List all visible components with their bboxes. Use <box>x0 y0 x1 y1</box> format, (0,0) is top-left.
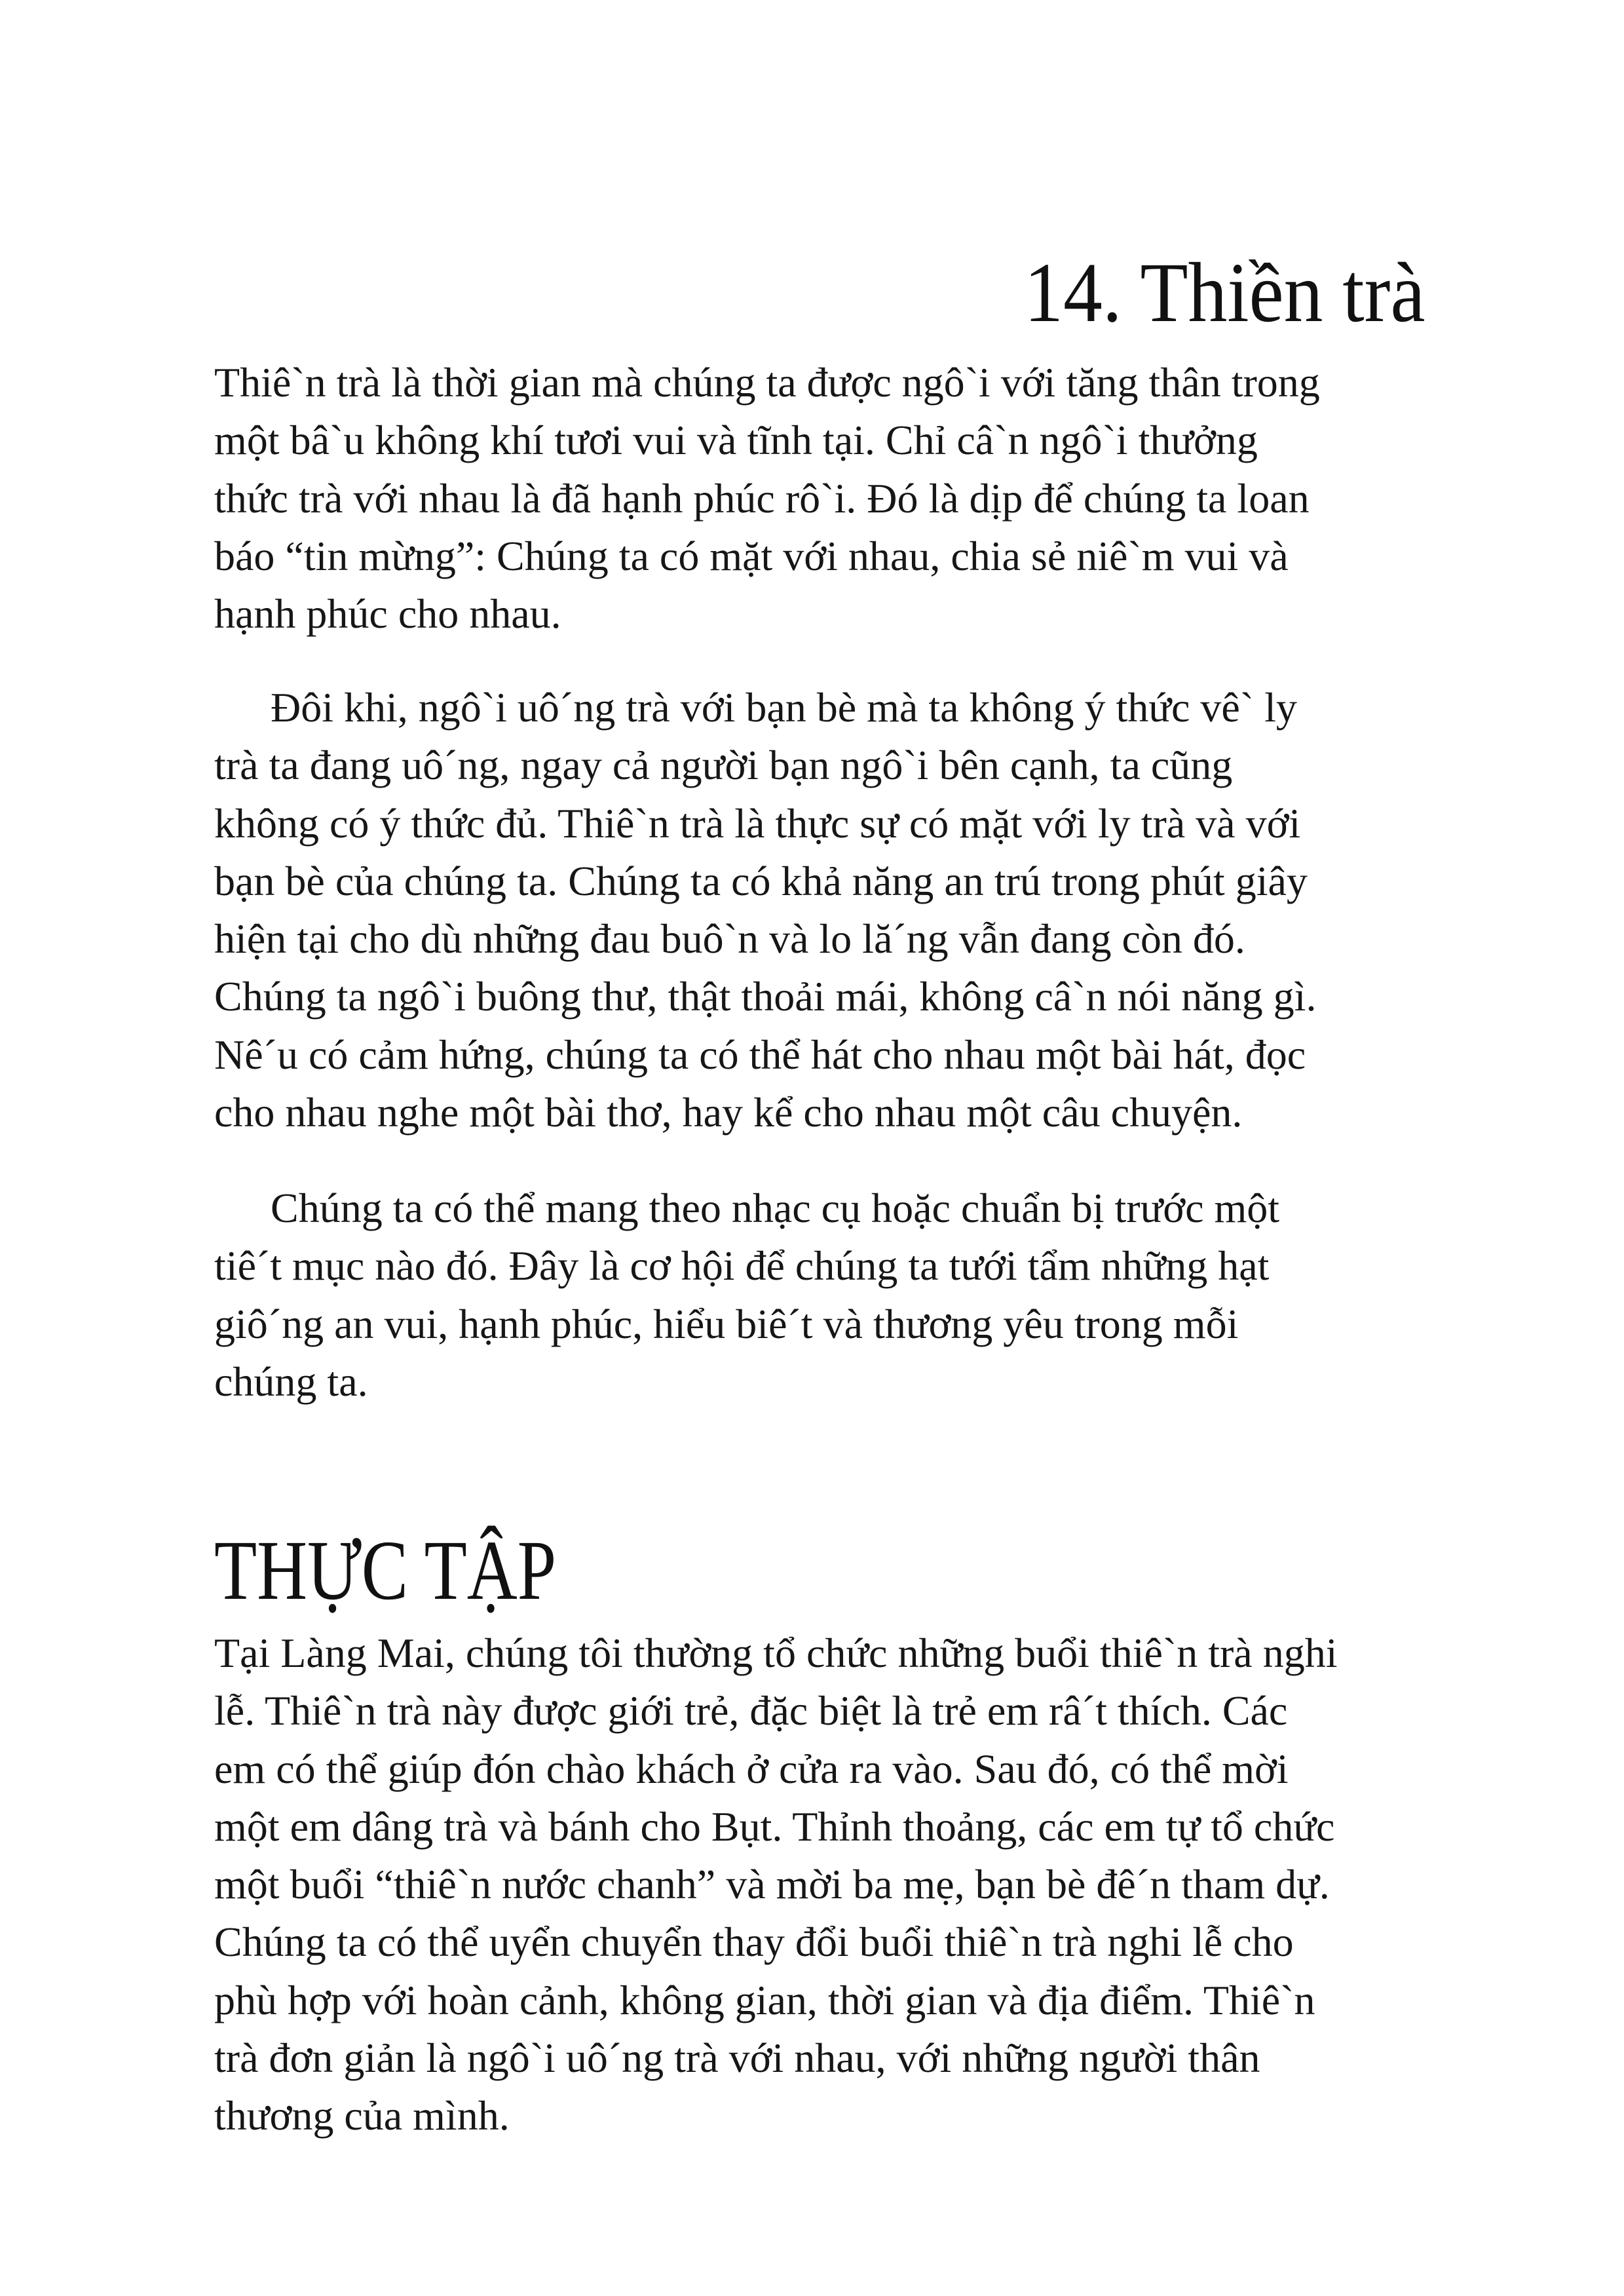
text-line: cho nhau nghe một bài thơ, hay kể cho nhau một câu chuyện. <box>214 1089 1243 1136</box>
text-line: trà đơn giản là ngô`i uô´ng trà với nhau, với những người thân <box>214 2035 1260 2082</box>
paragraph <box>214 354 1320 643</box>
text-line: chúng ta. <box>214 1358 368 1405</box>
text-line: bạn bè của chúng ta. Chúng ta có khả năng an trú trong phút giây <box>214 857 1308 904</box>
text-line: phù hợp với hoàn cảnh, không gian, thời gian và địa điểm. Thiê`n <box>214 1976 1315 2023</box>
text-line: Tại Làng Mai, chúng tôi thường tổ chức những buổi thiê`n trà nghi <box>214 1630 1338 1676</box>
text-line: tiê´t mục nào đó. Đây là cơ hội để chúng ta tưới tẩm những hạt <box>214 1242 1270 1290</box>
text-line: em có thể giúp đón chào khách ở cửa ra vào. Sau đó, có thể mời <box>214 1745 1289 1792</box>
text-line: giô´ng an vui, hạnh phúc, hiểu biê´t và thương yêu trong mỗi <box>214 1300 1239 1347</box>
chapter-title: 14. Thiền trà <box>1023 246 1425 340</box>
section-heading: THỰC TẬP <box>214 1523 557 1618</box>
text-line: Thiê`n trà là thời gian mà chúng ta được ngô`i với tăng thân trong <box>214 359 1320 406</box>
text-line: một bâ`u không khí tươi vui và tĩnh tại. Chỉ câ`n ngô`i thưởng <box>214 417 1258 464</box>
text-line: Chúng ta ngô`i buông thư, thật thoải mái, không câ`n nói năng gì. <box>214 973 1317 1020</box>
text-line: trà ta đang uô´ng, ngay cả người bạn ngô`i bên cạnh, ta cũng <box>214 742 1233 789</box>
paragraph <box>214 1179 1279 1411</box>
text-line: không có ý thức đủ. Thiê`n trà là thực sự có mặt với ly trà và với <box>214 799 1301 847</box>
text-line: lễ. Thiê`n trà này được giới trẻ, đặc biệt là trẻ em râ´t thích. Các <box>214 1687 1288 1734</box>
text-line: hiện tại cho dù những đau buô`n và lo lă´ng vẫn đang còn đó. <box>214 915 1245 963</box>
paragraph <box>214 679 1316 1141</box>
text-line: Nê´u có cảm hứng, chúng ta có thể hát cho nhau một bài hát, đọc <box>214 1031 1306 1078</box>
text-line: Đôi khi, ngô`i uô´ng trà với bạn bè mà ta không ý thức vê` ly <box>271 684 1297 731</box>
text-line: báo “tin mừng”: Chúng ta có mặt với nhau, chia sẻ niê`m vui và <box>214 532 1289 579</box>
text-line: một buổi “thiê`n nước chanh” và mời ba mẹ, bạn bè đê´n tham dự. <box>214 1861 1330 1908</box>
text-line: hạnh phúc cho nhau. <box>214 590 561 638</box>
text-line: một em dâng trà và bánh cho Bụt. Thỉnh thoảng, các em tự tổ chức <box>214 1803 1335 1850</box>
text-line: thương của mình. <box>214 2092 510 2139</box>
text-line: Chúng ta có thể uyển chuyển thay đổi buổi thiê`n trà nghi lễ cho <box>214 1919 1294 1966</box>
text-line: thức trà với nhau là đã hạnh phúc rô`i. Đó là dịp để chúng ta loan <box>214 474 1310 522</box>
text-line: Chúng ta có thể mang theo nhạc cụ hoặc chuẩn bị trước một <box>271 1185 1280 1231</box>
paragraph <box>214 1624 1337 2145</box>
